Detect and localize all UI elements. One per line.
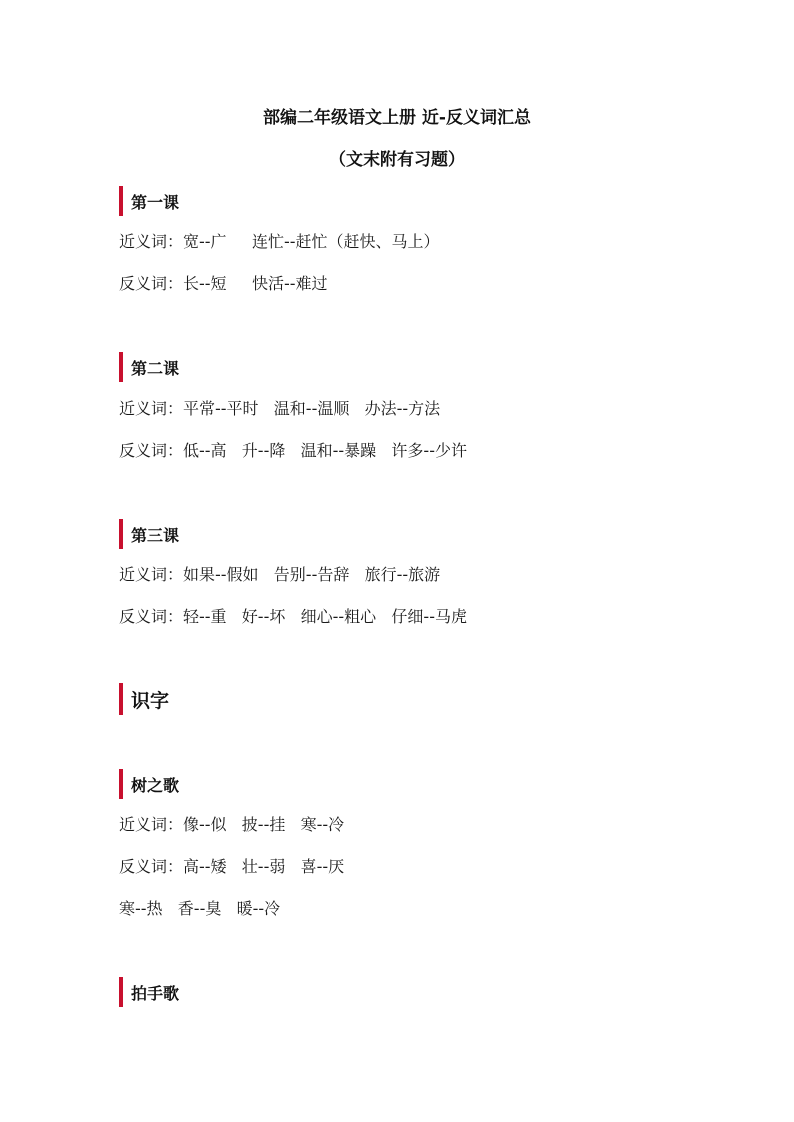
section-heading-lesson-2 <box>119 352 179 382</box>
section-heading-label: 第三课 <box>131 525 180 545</box>
heading-accent-bar <box>119 769 123 799</box>
heading-accent-bar <box>119 352 123 382</box>
section-heading-label: 第一课 <box>131 192 180 212</box>
antonym-line: 反义词：轻--重 好--坏 细心--粗心 仔细--马虎 <box>119 607 467 626</box>
section-heading-lesson-1 <box>119 186 179 216</box>
section-heading-label: 识字 <box>131 689 170 712</box>
section-heading-tree-song <box>119 769 179 799</box>
section-heading-label: 第二课 <box>131 358 180 378</box>
antonym-line-continued: 寒--热 香--臭 暖--冷 <box>119 899 281 918</box>
section-heading-label: 拍手歌 <box>131 983 180 1003</box>
synonym-line: 近义词：平常--平时 温和--温顺 办法--方法 <box>119 399 441 418</box>
heading-accent-bar <box>119 977 123 1007</box>
document-subtitle: （文末附有习题） <box>329 150 465 170</box>
document-title: 部编二年级语文上册 近-反义词汇总 <box>263 108 531 128</box>
synonym-line: 近义词：像--似 披--挂 寒--冷 <box>119 815 345 834</box>
antonym-line: 反义词：长--短 快活--难过 <box>119 274 328 293</box>
antonym-line: 反义词：低--高 升--降 温和--暴躁 许多--少许 <box>119 441 467 460</box>
heading-accent-bar <box>119 519 123 549</box>
synonym-line: 近义词：如果--假如 告别--告辞 旅行--旅游 <box>119 565 441 584</box>
synonym-line: 近义词：宽--广 连忙--赶忙（赶快、马上） <box>119 232 440 251</box>
section-heading-literacy <box>119 684 169 714</box>
section-heading-clap-song <box>119 977 179 1007</box>
heading-accent-bar <box>119 186 123 216</box>
section-heading-lesson-3 <box>119 519 179 549</box>
section-heading-label: 树之歌 <box>131 775 180 795</box>
heading-accent-bar <box>119 683 123 715</box>
antonym-line: 反义词：高--矮 壮--弱 喜--厌 <box>119 857 345 876</box>
